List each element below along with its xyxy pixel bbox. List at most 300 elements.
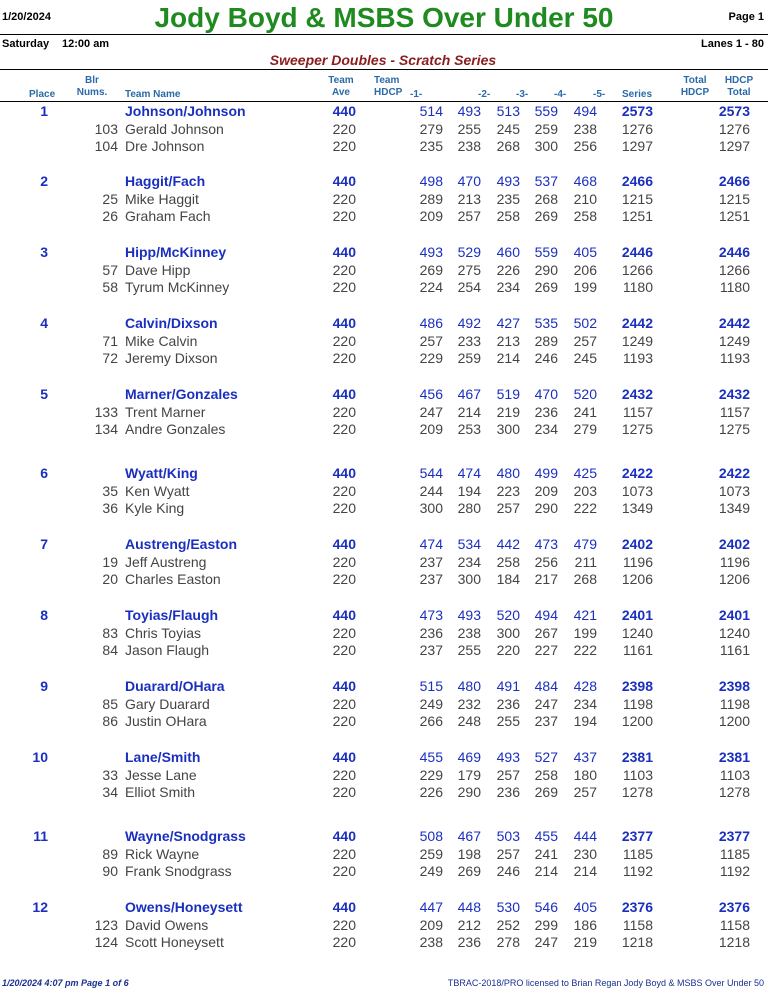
team-game-1: 456 — [419, 386, 443, 402]
footer-timestamp: 1/20/2024 4:07 pm Page 1 of 6 — [2, 978, 129, 988]
team-game-4: 484 — [534, 678, 558, 694]
team-place: 1 — [40, 103, 48, 119]
bowler-game-4: 258 — [534, 766, 558, 783]
team-name: Lane/Smith — [125, 749, 201, 765]
team-hdcp-total: 2466 — [718, 173, 750, 189]
bowler-average: 220 — [332, 500, 356, 517]
team-average: 440 — [332, 828, 356, 844]
team-game-5: 520 — [573, 386, 597, 402]
bowler-game-2: 255 — [457, 120, 481, 137]
team-name: Hipp/McKinney — [125, 244, 227, 260]
bowler-game-3: 246 — [496, 863, 520, 880]
team-name: Owens/Honeysett — [125, 899, 243, 915]
report-day: Saturday — [2, 38, 50, 50]
bowler-number: 19 — [102, 553, 118, 570]
bowler-game-5: 241 — [573, 403, 597, 420]
bowler-game-4: 256 — [534, 553, 558, 570]
bowler-series: 1193 — [622, 350, 653, 367]
bowler-hdcp-total: 1196 — [719, 553, 750, 570]
team-game-1: 498 — [419, 173, 443, 189]
bowler-game-2: 253 — [457, 421, 481, 438]
bowler-row — [0, 934, 768, 951]
bowler-game-3: 219 — [496, 403, 520, 420]
team-game-1: 473 — [419, 607, 443, 623]
bowler-game-4: 247 — [534, 695, 558, 712]
team-place: 10 — [32, 749, 48, 765]
team-game-4: 527 — [534, 749, 558, 765]
bowler-name: David Owens — [125, 916, 209, 933]
team-hdcp-total: 2402 — [718, 536, 750, 552]
team-place: 6 — [40, 465, 48, 481]
bowler-game-1: 209 — [419, 421, 443, 438]
bowler-row — [0, 333, 768, 350]
bowler-name: Mike Haggit — [125, 190, 199, 207]
bowler-series: 1185 — [622, 845, 653, 862]
team-average: 440 — [332, 899, 356, 915]
bowler-game-5: 199 — [573, 279, 597, 296]
bowler-series: 1249 — [621, 332, 653, 349]
bowler-hdcp-total: 1103 — [719, 766, 750, 783]
bowler-number: 104 — [94, 138, 118, 155]
bowler-game-4: 267 — [534, 624, 558, 641]
team-average: 440 — [332, 607, 356, 623]
team-row — [0, 465, 768, 482]
bowler-name: Justin OHara — [125, 713, 207, 730]
bowler-game-1: 259 — [419, 845, 443, 862]
team-name: Johnson/Johnson — [125, 103, 246, 119]
team-name: Wayne/Snodgrass — [125, 828, 246, 844]
team-game-2: 467 — [457, 386, 481, 402]
bowler-game-2: 212 — [457, 916, 481, 933]
bowler-game-1: 279 — [419, 120, 443, 137]
bowler-game-5: 219 — [573, 934, 597, 951]
bowler-game-4: 290 — [534, 500, 558, 517]
team-series: 2402 — [621, 536, 653, 552]
bowler-name: Scott Honeysett — [125, 934, 224, 951]
team-name: Toyias/Flaugh — [125, 607, 219, 623]
bowler-hdcp-total: 1185 — [719, 845, 750, 862]
team-row — [0, 244, 768, 261]
team-place: 9 — [40, 678, 48, 694]
bowler-game-2: 259 — [457, 350, 481, 367]
team-hdcp-total: 2573 — [718, 103, 750, 119]
bowler-game-4: 227 — [534, 642, 558, 659]
bowler-game-4: 300 — [534, 138, 558, 155]
bowler-hdcp-total: 1249 — [718, 332, 750, 349]
bowler-name: Chris Toyias — [125, 624, 201, 641]
bowler-game-2: 234 — [457, 553, 481, 570]
col-game-4: -4- — [554, 89, 567, 100]
team-row — [0, 828, 768, 845]
bowler-row — [0, 500, 768, 517]
bowler-game-3: 258 — [496, 553, 520, 570]
bowler-series: 1297 — [621, 138, 653, 155]
col-total-hdcp-line1: Total — [683, 75, 707, 86]
bowler-game-3: 257 — [496, 766, 520, 783]
bowler-game-1: 235 — [419, 138, 443, 155]
bowler-number: 34 — [102, 784, 118, 801]
team-game-5: 479 — [573, 536, 597, 552]
bowler-game-5: 230 — [573, 845, 597, 862]
bowler-game-5: 222 — [573, 642, 597, 659]
bowler-number: 85 — [102, 695, 118, 712]
bowler-game-1: 269 — [419, 261, 443, 278]
team-average: 440 — [332, 103, 356, 119]
bowler-game-3: 300 — [496, 421, 520, 438]
team-game-2: 480 — [457, 678, 481, 694]
bowler-hdcp-total: 1161 — [719, 642, 750, 659]
bowler-name: Jeremy Dixson — [125, 350, 218, 367]
bowler-name: Charles Easton — [125, 571, 221, 588]
team-game-1: 515 — [419, 678, 443, 694]
bowler-name: Jason Flaugh — [125, 642, 210, 659]
bowler-game-4: 236 — [534, 403, 558, 420]
bowler-name: Kyle King — [125, 500, 185, 517]
team-game-3: 520 — [496, 607, 520, 623]
bowler-game-3: 236 — [496, 695, 520, 712]
bowler-average: 220 — [332, 713, 356, 730]
bowler-game-2: 255 — [457, 642, 481, 659]
team-game-1: 474 — [419, 536, 443, 552]
team-hdcp-total: 2376 — [718, 899, 750, 915]
bowler-average: 220 — [332, 784, 356, 801]
team-series: 2432 — [621, 386, 653, 402]
bowler-game-5: 214 — [573, 863, 597, 880]
team-game-2: 493 — [457, 103, 481, 119]
team-game-2: 467 — [457, 828, 481, 844]
bowler-average: 220 — [332, 190, 356, 207]
team-hdcp-total: 2377 — [718, 828, 750, 844]
bowler-game-1: 266 — [419, 713, 443, 730]
team-row — [0, 536, 768, 553]
team-game-3: 442 — [496, 536, 520, 552]
team-game-1: 486 — [419, 315, 443, 331]
bowler-game-2: 194 — [457, 482, 481, 499]
team-name: Marner/Gonzales — [125, 386, 238, 402]
bowler-row — [0, 279, 768, 296]
bowler-game-1: 209 — [419, 916, 443, 933]
bowler-game-4: 269 — [534, 784, 558, 801]
team-series: 2422 — [621, 465, 653, 481]
bowler-game-2: 214 — [457, 403, 481, 420]
bowler-average: 220 — [332, 916, 356, 933]
bowler-game-5: 222 — [573, 500, 597, 517]
bowler-row — [0, 642, 768, 659]
bowler-number: 36 — [102, 500, 118, 517]
bowler-row — [0, 191, 768, 208]
col-team-ave-line1: Team — [328, 75, 354, 86]
bowler-game-5: 268 — [573, 571, 597, 588]
col-blr — [76, 75, 108, 99]
team-average: 440 — [332, 244, 356, 260]
bowler-row — [0, 262, 768, 279]
bowler-game-5: 256 — [573, 138, 597, 155]
team-row — [0, 899, 768, 916]
team-game-1: 493 — [419, 244, 443, 260]
bowler-average: 220 — [332, 279, 356, 296]
bowler-hdcp-total: 1180 — [719, 279, 750, 296]
bowler-name: Elliot Smith — [125, 784, 196, 801]
col-hdcp-total — [722, 75, 756, 99]
bowler-game-1: 289 — [419, 190, 443, 207]
bowler-game-4: 299 — [534, 916, 558, 933]
team-row — [0, 315, 768, 332]
bowler-game-4: 237 — [534, 713, 558, 730]
team-game-3: 503 — [496, 828, 520, 844]
team-game-4: 455 — [534, 828, 558, 844]
team-game-2: 493 — [457, 607, 481, 623]
bowler-game-4: 289 — [534, 332, 558, 349]
bowler-hdcp-total: 1276 — [718, 120, 750, 137]
bowler-game-1: 226 — [419, 784, 443, 801]
team-game-1: 455 — [419, 749, 443, 765]
bowler-average: 220 — [332, 863, 356, 880]
bowler-game-5: 186 — [573, 916, 597, 933]
team-game-5: 405 — [573, 244, 597, 260]
bowler-game-3: 213 — [496, 332, 520, 349]
bowler-game-2: 257 — [457, 208, 481, 225]
bowler-game-3: 255 — [496, 713, 520, 730]
bowler-game-5: 234 — [573, 695, 597, 712]
bowler-game-2: 213 — [457, 190, 481, 207]
bowler-number: 57 — [102, 261, 118, 278]
bowler-game-3: 226 — [496, 261, 520, 278]
bowler-average: 220 — [332, 695, 356, 712]
report-subtitle: Sweeper Doubles - Scratch Series — [269, 52, 497, 68]
bowler-name: Jesse Lane — [125, 766, 197, 783]
bowler-name: Graham Fach — [125, 208, 211, 225]
bowler-average: 220 — [332, 624, 356, 641]
bowler-hdcp-total: 1275 — [718, 421, 750, 438]
bowler-hdcp-total: 1192 — [719, 863, 750, 880]
bowler-game-2: 198 — [457, 845, 481, 862]
team-series: 2446 — [621, 244, 653, 260]
bowler-game-5: 194 — [573, 713, 597, 730]
bowler-number: 25 — [102, 190, 118, 207]
bowler-game-3: 235 — [496, 190, 520, 207]
bowler-game-2: 275 — [457, 261, 481, 278]
bowler-row — [0, 571, 768, 588]
bowler-game-4: 246 — [534, 350, 558, 367]
bowler-average: 220 — [332, 571, 356, 588]
team-game-4: 494 — [534, 607, 558, 623]
bowler-game-5: 206 — [573, 261, 597, 278]
bowler-hdcp-total: 1157 — [719, 403, 750, 420]
bowler-series: 1215 — [621, 190, 653, 207]
team-game-4: 537 — [534, 173, 558, 189]
bowler-game-3: 184 — [496, 571, 520, 588]
bowler-name: Rick Wayne — [125, 845, 200, 862]
page-number: Page 1 — [728, 11, 764, 23]
bowler-number: 86 — [102, 713, 118, 730]
team-game-2: 529 — [457, 244, 481, 260]
bowler-series: 1196 — [622, 553, 653, 570]
team-game-4: 470 — [534, 386, 558, 402]
bowler-series: 1218 — [621, 934, 653, 951]
bowler-game-2: 232 — [457, 695, 481, 712]
bowler-row — [0, 421, 768, 438]
col-team-ave — [324, 75, 358, 99]
bowler-row — [0, 846, 768, 863]
bowler-hdcp-total: 1251 — [718, 208, 750, 225]
team-game-1: 447 — [419, 899, 443, 915]
bowler-series: 1103 — [622, 766, 653, 783]
team-average: 440 — [332, 678, 356, 694]
bowler-series: 1251 — [621, 208, 653, 225]
bowler-average: 220 — [332, 421, 356, 438]
bowler-series: 1073 — [621, 482, 653, 499]
col-total-hdcp — [680, 75, 710, 99]
bowler-game-4: 209 — [534, 482, 558, 499]
team-name: Haggit/Fach — [125, 173, 206, 189]
team-average: 440 — [332, 465, 356, 481]
bowler-game-1: 300 — [419, 500, 443, 517]
bowler-game-3: 300 — [496, 624, 520, 641]
bowler-average: 220 — [332, 642, 356, 659]
col-team-name: Team Name — [125, 89, 181, 100]
bowler-hdcp-total: 1278 — [718, 784, 750, 801]
bowler-number: 58 — [102, 279, 118, 296]
bowler-series: 1275 — [621, 421, 653, 438]
team-game-4: 499 — [534, 465, 558, 481]
bowler-game-2: 233 — [457, 332, 481, 349]
bowler-name: Gerald Johnson — [125, 120, 224, 137]
bowler-game-1: 237 — [419, 571, 443, 588]
bowler-game-3: 257 — [496, 500, 520, 517]
bowler-game-5: 257 — [573, 784, 597, 801]
footer-license: TBRAC-2018/PRO licensed to Brian Regan Jody Boyd & MSBS Over Under 50 — [447, 978, 764, 988]
team-game-2: 534 — [457, 536, 481, 552]
bowler-game-2: 254 — [457, 279, 481, 296]
col-team-ave-line2: Ave — [332, 87, 350, 98]
bowler-name: Andre Gonzales — [125, 421, 226, 438]
team-game-2: 474 — [457, 465, 481, 481]
bowler-row — [0, 350, 768, 367]
bowler-game-1: 257 — [419, 332, 443, 349]
bowler-series: 1276 — [621, 120, 653, 137]
bowler-game-2: 236 — [457, 934, 481, 951]
col-team-hdcp-line2: HDCP — [374, 87, 403, 98]
team-game-4: 473 — [534, 536, 558, 552]
bowler-game-3: 245 — [496, 120, 520, 137]
report-date: 1/20/2024 — [2, 11, 51, 23]
col-hdcp-total-line1: HDCP — [724, 75, 754, 86]
bowler-number: 134 — [94, 421, 118, 438]
subtitle-divider — [0, 69, 768, 70]
team-name: Wyatt/King — [125, 465, 198, 481]
bowler-series: 1158 — [622, 916, 653, 933]
team-game-5: 502 — [573, 315, 597, 331]
bowler-hdcp-total: 1297 — [718, 138, 750, 155]
bowler-hdcp-total: 1349 — [718, 500, 750, 517]
bowler-game-4: 217 — [534, 571, 558, 588]
bowler-number: 103 — [94, 120, 118, 137]
bowler-game-1: 236 — [419, 624, 443, 641]
bowler-row — [0, 138, 768, 155]
team-place: 3 — [40, 244, 48, 260]
team-hdcp-total: 2442 — [718, 315, 750, 331]
bowler-game-5: 203 — [573, 482, 597, 499]
col-team-hdcp-line1: Team — [374, 75, 400, 86]
team-average: 440 — [332, 315, 356, 331]
col-place: Place — [29, 89, 56, 100]
team-row — [0, 749, 768, 766]
bowler-game-1: 237 — [419, 642, 443, 659]
bowler-name: Dre Johnson — [125, 138, 205, 155]
col-hdcp-total-line2: Total — [727, 87, 751, 98]
bowler-game-3: 234 — [496, 279, 520, 296]
bowler-average: 220 — [332, 845, 356, 862]
header-divider — [0, 34, 768, 35]
team-average: 440 — [332, 386, 356, 402]
bowler-average: 220 — [332, 934, 356, 951]
team-hdcp-total: 2381 — [718, 749, 750, 765]
team-name: Austreng/Easton — [125, 536, 238, 552]
team-game-2: 492 — [457, 315, 481, 331]
bowler-number: 123 — [94, 916, 118, 933]
bowler-game-3: 268 — [496, 138, 520, 155]
bowler-row — [0, 696, 768, 713]
team-game-1: 514 — [419, 103, 443, 119]
bowler-hdcp-total: 1198 — [719, 695, 750, 712]
bowler-number: 133 — [94, 403, 118, 420]
bowler-row — [0, 554, 768, 571]
bowler-series: 1278 — [621, 784, 653, 801]
bowler-game-4: 259 — [534, 120, 558, 137]
bowler-game-1: 238 — [419, 934, 443, 951]
bowler-game-4: 234 — [534, 421, 558, 438]
bowler-average: 220 — [332, 332, 356, 349]
col-blr-line2: Nums. — [76, 87, 108, 98]
bowler-series: 1192 — [622, 863, 653, 880]
bowler-row — [0, 863, 768, 880]
bowler-hdcp-total: 1240 — [718, 624, 750, 641]
team-row — [0, 678, 768, 695]
team-game-5: 421 — [573, 607, 597, 623]
bowler-series: 1198 — [622, 695, 653, 712]
col-game-5: -5- — [593, 89, 606, 100]
bowler-row — [0, 784, 768, 801]
bowler-game-4: 269 — [534, 279, 558, 296]
team-game-3: 493 — [496, 173, 520, 189]
team-game-5: 425 — [573, 465, 597, 481]
team-place: 2 — [40, 173, 48, 189]
bowler-game-3: 252 — [496, 916, 520, 933]
bowler-row — [0, 483, 768, 500]
team-series: 2401 — [621, 607, 653, 623]
bowler-series: 1161 — [622, 642, 653, 659]
team-game-5: 468 — [573, 173, 597, 189]
bowler-game-2: 238 — [457, 138, 481, 155]
team-place: 4 — [40, 315, 48, 331]
team-game-3: 530 — [496, 899, 520, 915]
bowler-series: 1180 — [622, 279, 653, 296]
bowler-row — [0, 121, 768, 138]
team-game-4: 535 — [534, 315, 558, 331]
bowler-number: 33 — [102, 766, 118, 783]
bowler-row — [0, 625, 768, 642]
bowler-game-5: 180 — [573, 766, 597, 783]
bowler-name: Jeff Austreng — [125, 553, 207, 570]
team-place: 5 — [40, 386, 48, 402]
bowler-number: 89 — [102, 845, 118, 862]
bowler-row — [0, 767, 768, 784]
bowler-name: Mike Calvin — [125, 332, 198, 349]
bowler-game-2: 300 — [457, 571, 481, 588]
bowler-number: 35 — [102, 482, 118, 499]
bowler-game-4: 241 — [534, 845, 558, 862]
team-game-2: 448 — [457, 899, 481, 915]
